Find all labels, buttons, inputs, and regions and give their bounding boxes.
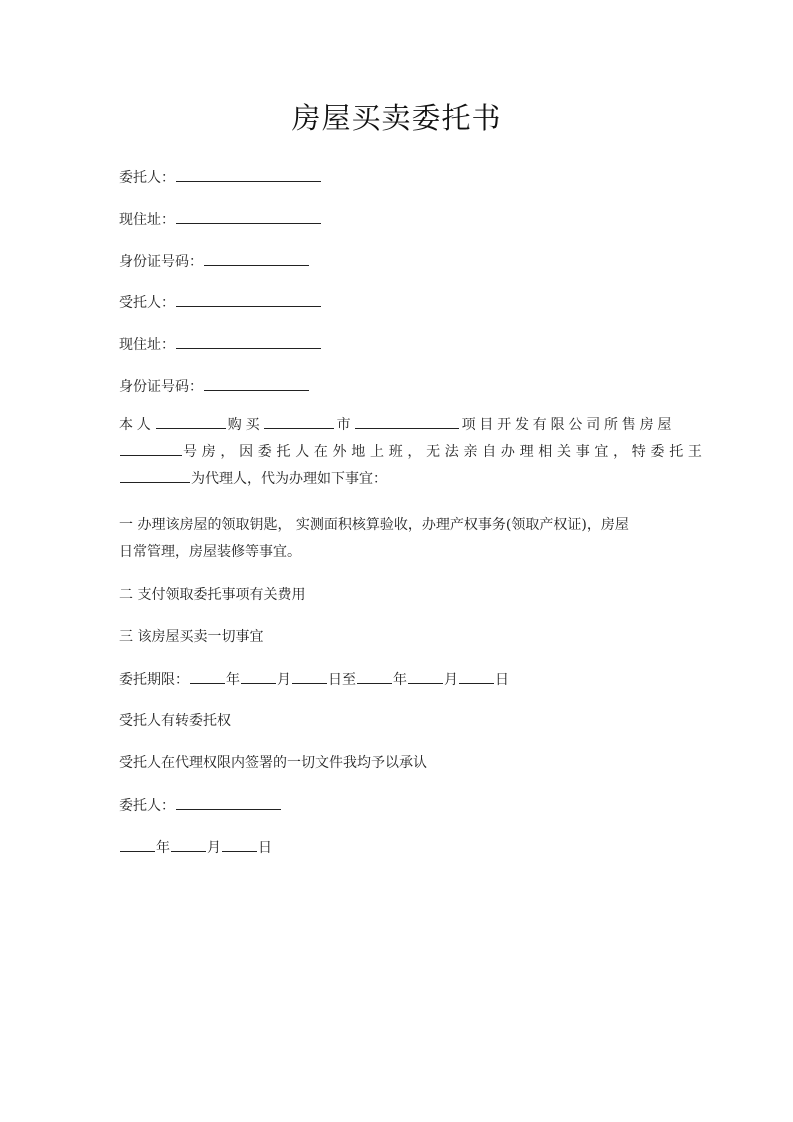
item-2: 二 支付领取委托事项有关费用 [119, 587, 306, 603]
agent-id-field [119, 376, 310, 397]
statement-row-1 [119, 412, 674, 439]
statement-paragraph [119, 412, 707, 493]
principal-name-blank[interactable] [176, 167, 321, 182]
term-month-label: 月 [277, 672, 291, 688]
signature-month-label: 月 [207, 840, 221, 856]
project-blank[interactable] [355, 414, 459, 429]
term-end-month-blank[interactable] [408, 669, 443, 684]
principal-address-blank[interactable] [176, 209, 321, 224]
principal-address-label: 现住址： [119, 212, 175, 228]
item-1-line-2: 日常管理，房屋装修等事宜。 [119, 544, 301, 560]
agent-id-blank[interactable] [204, 376, 309, 391]
statement-part-1: 本人 [119, 417, 155, 433]
principal-address-field [119, 209, 322, 230]
term-day-label: 日 [495, 672, 509, 688]
statement-row-2 [119, 439, 707, 466]
agent-address-label: 现住址： [119, 337, 175, 353]
term-end-year-blank[interactable] [357, 669, 392, 684]
agent-address-field [119, 334, 322, 355]
agent-name-inline-blank[interactable] [120, 468, 190, 483]
item-3: 三 该房屋买卖一切事宜 [119, 629, 264, 645]
term-year2-label: 年 [393, 672, 407, 688]
principal-id-label: 身份证号码： [119, 254, 203, 270]
item-1 [119, 512, 674, 566]
term-label: 委托期限： [119, 672, 189, 688]
statement-part-4: 项目开发有限公司所售房屋 [460, 417, 674, 433]
signature-day-label: 日 [258, 840, 272, 856]
statement-part-3: 市 [335, 417, 355, 433]
agent-address-blank[interactable] [176, 334, 321, 349]
term-month2-label: 月 [444, 672, 458, 688]
term-start-month-blank[interactable] [241, 669, 276, 684]
principal-id-blank[interactable] [204, 251, 309, 266]
room-number-blank[interactable] [120, 441, 182, 456]
agent-id-label: 身份证号码： [119, 379, 203, 395]
principal-id-field [119, 251, 310, 272]
term-year-label: 年 [226, 672, 240, 688]
document-title: 房屋买卖委托书 [291, 101, 502, 135]
principal-name-label: 委托人： [119, 170, 175, 186]
signature-label: 委托人： [119, 798, 175, 814]
statement-part-6: 为代理人，代为办理如下事宜： [191, 471, 387, 487]
signature-date-field [119, 837, 272, 858]
principal-name-field [119, 167, 322, 188]
signature-year-blank[interactable] [120, 837, 155, 852]
signature-day-blank[interactable] [222, 837, 257, 852]
agent-name-field [119, 292, 322, 313]
term-day-to-label: 日至 [328, 672, 356, 688]
signature-blank[interactable] [176, 795, 281, 810]
sub-delegation-clause: 受托人有转委托权 [119, 713, 231, 729]
acknowledgement-clause: 受托人在代理权限内签署的一切文件我均予以承认 [119, 755, 427, 771]
term-end-day-blank[interactable] [459, 669, 494, 684]
signature-month-blank[interactable] [171, 837, 206, 852]
signature-field [119, 795, 282, 816]
statement-part-2: 购买 [226, 417, 264, 433]
agent-name-label: 受托人： [119, 295, 175, 311]
term-start-year-blank[interactable] [190, 669, 225, 684]
term-start-day-blank[interactable] [292, 669, 327, 684]
item-1-line-1: 一 办理该房屋的领取钥匙， 实测面积核算验收，办理产权事务(领取产权证)，房屋 [119, 517, 629, 533]
statement-part-5: 号房，因委托人在外地上班，无法亲自办理相关事宜，特委托王 [183, 444, 707, 460]
agent-name-blank[interactable] [176, 292, 321, 307]
term-field [119, 669, 509, 690]
statement-row-3 [119, 466, 674, 493]
city-blank[interactable] [264, 414, 334, 429]
buyer-name-blank[interactable] [156, 414, 226, 429]
signature-year-label: 年 [156, 840, 170, 856]
